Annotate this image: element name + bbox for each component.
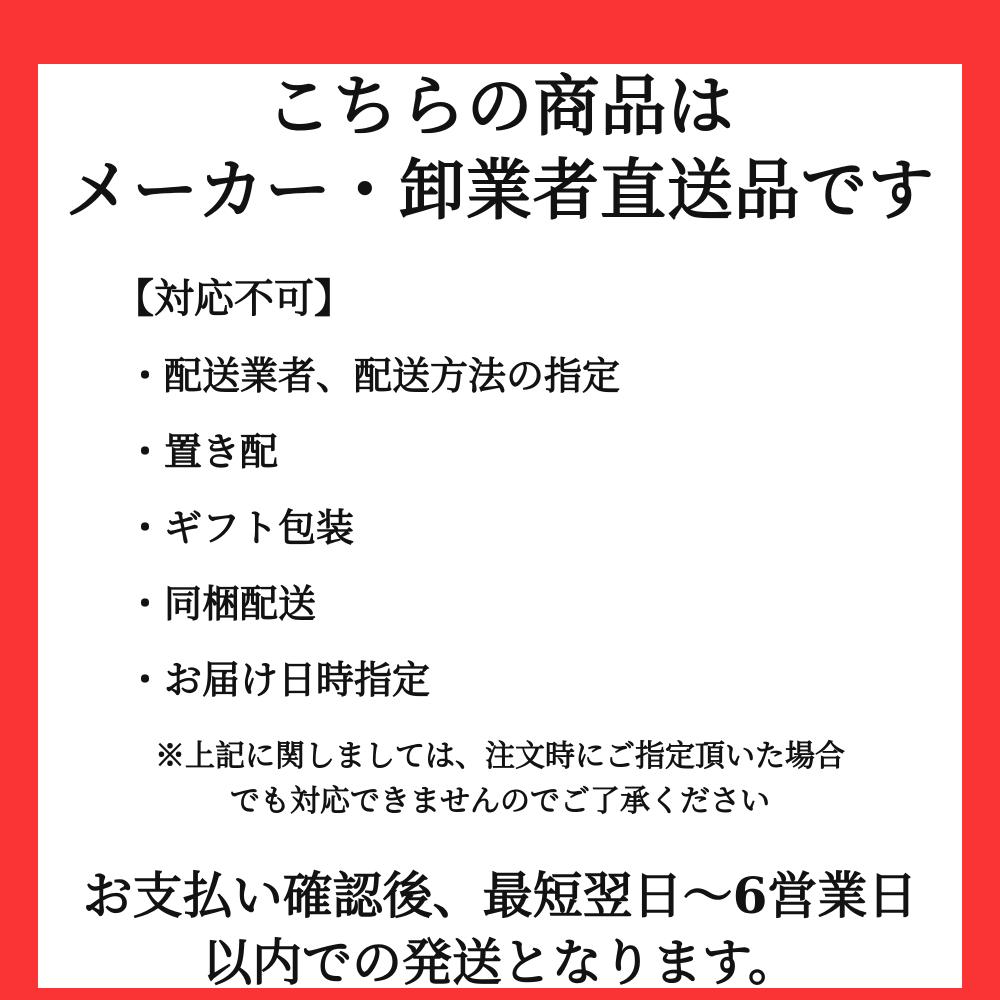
list-item: ・お届け日時指定 [126,656,431,702]
shipping-time-line2: 以内での発送となります。 [202,932,798,992]
notice-title-line2: メーカー・卸業者直送品です [65,151,935,230]
list-item: ・ギフト包装 [126,504,355,550]
unsupported-heading: 【対応不可】 [114,274,354,322]
notice-title [38,64,962,233]
notice-panel [38,64,962,992]
list-item: ・置き配 [126,428,279,474]
disclaimer-note-line1: ※上記に関しましては、注文時にご指定頂いた場合 [155,738,845,774]
unsupported-section [114,267,962,704]
list-item: ・同梱配送 [126,580,317,626]
list-item: ・配送業者、配送方法の指定 [126,352,621,398]
notice-title-line1: こちらの商品は [265,67,735,145]
disclaimer-note [38,734,962,824]
unsupported-item-list [114,345,962,704]
shipping-time-line1: お支払い確認後、最短翌日〜6営業日 [82,865,918,925]
disclaimer-note-line2: でも対応できませんのでご了承ください [230,783,770,819]
shipping-time-note [38,862,962,996]
